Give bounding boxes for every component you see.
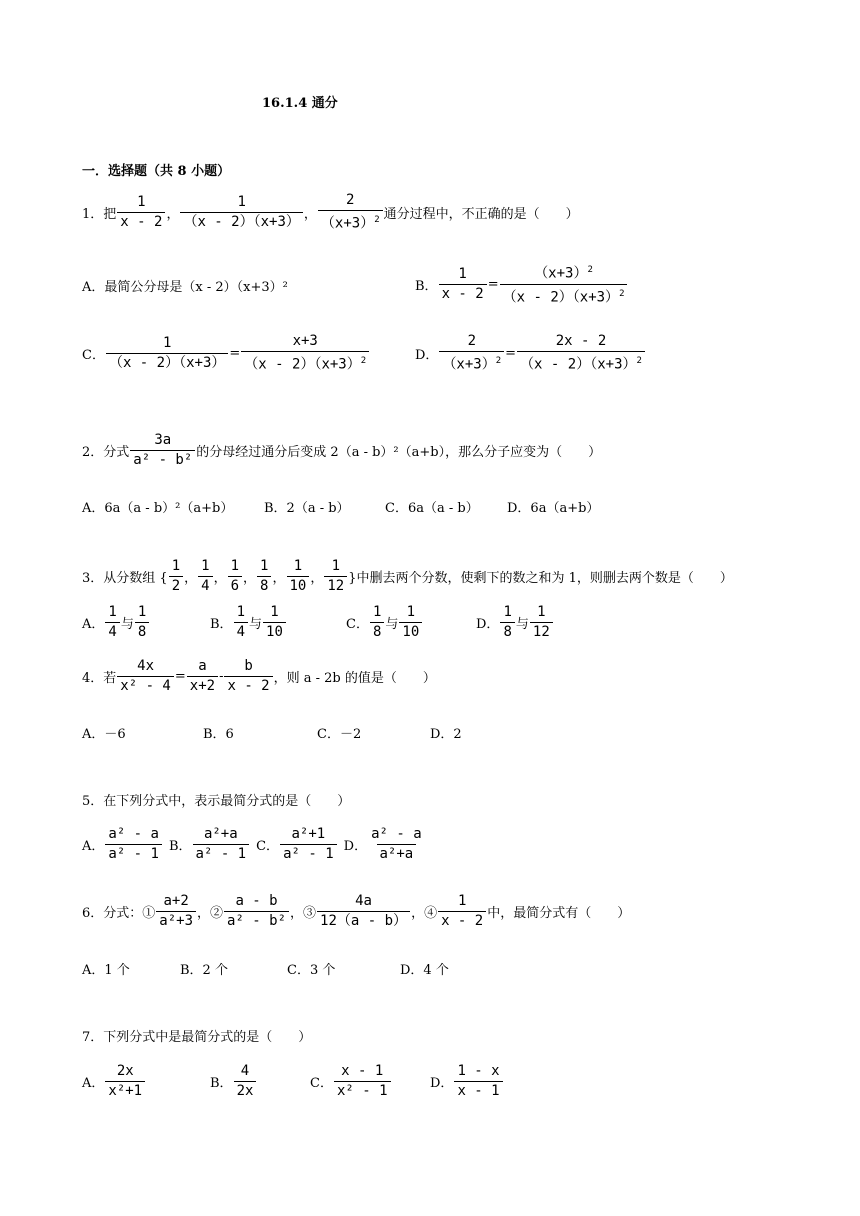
denominator: 10 [287, 576, 310, 595]
option-label: D． [430, 1076, 454, 1091]
denominator: 8 [135, 622, 149, 641]
denominator: 4 [198, 576, 212, 595]
q3-number: 3．从分数组 { [82, 571, 168, 586]
q1-option-d: D． $\frac{2}{(x+3)^2}$ = $\frac{2x - 2}{(x - 2)(x+3)^2}$ [415, 333, 646, 374]
numerator: x+3 [292, 333, 318, 349]
section-heading: 一．选择题（共 8 小题） [82, 164, 231, 179]
numerator: 1 - x [457, 1063, 500, 1079]
option-label: B． [415, 278, 438, 294]
option-label: C． [82, 347, 105, 363]
denominator: a² - b² [224, 911, 289, 930]
denominator: （x - 2）（x+3） [244, 356, 361, 373]
denominator: 2x [234, 1081, 257, 1100]
denominator: 12（a - b） [317, 911, 410, 930]
conjunction: 与 [515, 617, 529, 632]
option-label: C． [346, 617, 369, 632]
denominator: 8 [257, 576, 271, 595]
q7-option-c [310, 1063, 392, 1100]
q6-option-d: D．4 个 [400, 963, 449, 978]
separator: ，② [197, 906, 224, 921]
exponent: 2 [636, 356, 642, 366]
q7-option-b [210, 1063, 257, 1100]
numerator: a² - a [371, 826, 422, 842]
q6-stem-tail: 中，最简分式有（ ） [487, 906, 631, 921]
numerator: 1 [108, 604, 117, 620]
option-label: A． [82, 1076, 105, 1091]
denominator: 10 [399, 622, 422, 641]
q2-stem-tail: 的分母经过通分后变成 2（a - b）²（a+b），那么分子应变为（ ） [196, 445, 602, 460]
denominator: 8 [500, 622, 514, 641]
denominator: a²+a [377, 844, 417, 863]
numerator: 4 [240, 1063, 250, 1079]
numerator: 3a [154, 432, 172, 448]
exponent: 2 [374, 215, 380, 225]
page-title: 16.1.4 通分 [262, 96, 338, 111]
numerator: 1 [137, 193, 146, 210]
denominator: a² - b² [130, 450, 195, 469]
denominator: x²+1 [105, 1081, 145, 1100]
denominator: 4 [234, 622, 248, 641]
question-1: 1．把 $\frac{1}{x - 2}$ ， $\frac{1}{(x - 2)(x+3)}$ ， $\frac{2}{(x+3)^2}$ 通分过程中，不正确的是（ ） [82, 192, 579, 232]
q1-number: 1．把 [82, 206, 117, 222]
numerator: 1 [293, 558, 303, 574]
denominator: 10 [263, 622, 286, 641]
option-label: C． [256, 839, 280, 854]
exponent: 2 [619, 288, 625, 299]
numerator: 1 [230, 558, 240, 574]
q7-option-a [82, 1063, 146, 1100]
denominator: 12 [530, 622, 553, 641]
q2-number: 2．分式 [82, 445, 130, 460]
q4-option-d: D．2 [430, 727, 462, 742]
option-label: B． [168, 839, 192, 854]
numerator: 4x [137, 658, 154, 674]
numerator: b [244, 658, 253, 674]
denominator: 6 [228, 576, 242, 595]
denominator: a²+3 [156, 911, 196, 930]
question-3: 3．从分数组 { $\frac{1}{2}$ ， $\frac{1}{4}$ ， $\frac{1}{6}$ ， $\frac{1}{8}$ ， $\frac{1}{10}$ ， $\frac{1}{12}$ }中删去两个分数，使剩下的数之和为 1，则删去两个数是（ ） [82, 558, 733, 594]
numerator: 1 [457, 893, 467, 909]
q1-option-a: A．最简公分母是（x - 2）（x+3）² [82, 280, 288, 295]
numerator: 1 [331, 558, 341, 574]
q4-number: 4．若 [82, 671, 117, 686]
denominator: x - 2 [117, 212, 165, 231]
denominator: x² - 1 [334, 1081, 391, 1100]
numerator: 2x - 2 [555, 333, 607, 349]
denominator: x - 2 [438, 911, 486, 930]
numerator: 1 [372, 604, 382, 620]
numerator: 1 [503, 604, 512, 620]
separator: ，③ [290, 906, 317, 921]
denominator: （x+3） [320, 215, 375, 232]
question-7: 7．下列分式中是最简分式的是（ ） [82, 1030, 312, 1045]
conjunction: 与 [385, 617, 399, 632]
numerator: a+2 [163, 893, 189, 909]
denominator: a² - 1 [193, 844, 250, 863]
denominator: a² - 1 [280, 844, 337, 863]
numerator: a² - a [108, 826, 159, 842]
q4-option-b: B．6 [203, 727, 234, 742]
denominator: 4 [105, 622, 119, 641]
numerator: 2 [467, 333, 477, 349]
option-label: B． [210, 617, 233, 632]
denominator: x+2 [187, 676, 218, 695]
denominator: 2 [169, 576, 183, 595]
q1-fraction-3 [318, 192, 383, 233]
q2-option-b: B．2（a - b） [264, 501, 350, 516]
option-label: D． [415, 347, 439, 363]
q7-option-d [430, 1063, 504, 1100]
option-label: A． [82, 839, 105, 854]
numerator: 1 [537, 604, 546, 620]
option-label: D． [343, 839, 368, 854]
q2-option-a: A．6a（a - b）²（a+b） [82, 501, 234, 516]
q3-option-d [476, 604, 554, 641]
denominator: （x+3） [442, 356, 496, 373]
numerator: 1 [270, 604, 279, 620]
option-label: D． [476, 617, 500, 632]
q6-option-c: C．3 个 [287, 963, 336, 978]
q1-fraction-2 [180, 194, 302, 231]
numerator: 2 [346, 192, 355, 208]
q1-stem-tail: 通分过程中，不正确的是（ ） [383, 206, 579, 222]
denominator: x² - 4 [117, 676, 174, 695]
numerator: 1 [260, 558, 269, 574]
numerator: 1 [201, 558, 210, 574]
q2-option-d: D．6a（a+b） [507, 501, 600, 516]
exponent: 2 [587, 265, 593, 275]
numerator: a - b [235, 893, 278, 909]
numerator: 1 [406, 604, 416, 620]
numerator: （x+3） [534, 265, 588, 282]
denominator: （x - 2）（x+3） [502, 289, 620, 306]
numerator: a [198, 658, 207, 674]
option-label: A． [82, 617, 105, 632]
denominator: （x - 2）（x+3） [106, 353, 228, 372]
numerator: 2x [116, 1063, 134, 1079]
denominator: x - 2 [224, 676, 272, 695]
denominator: x - 1 [454, 1081, 502, 1100]
q3-option-a [82, 604, 150, 641]
numerator: 4a [355, 893, 372, 909]
question-5: 5．在下列分式中，表示最简分式的是（ ） [82, 794, 351, 809]
q3-option-b [210, 604, 287, 641]
question-6 [82, 893, 630, 930]
q5-options [82, 826, 426, 863]
numerator: 1 [162, 334, 172, 351]
q4-option-a: A．－6 [82, 727, 126, 742]
separator: ，④ [411, 906, 438, 921]
conjunction: 与 [249, 617, 263, 632]
denominator: （x - 2）（x+3） [520, 356, 637, 373]
option-label: C． [310, 1076, 333, 1091]
question-2 [82, 432, 601, 469]
numerator: 1 [236, 604, 245, 620]
q4-stem-tail: ，则 a - 2b 的值是（ ） [273, 671, 436, 686]
exponent: 2 [360, 356, 367, 366]
numerator: 1 [171, 558, 181, 574]
denominator: x - 2 [439, 284, 487, 303]
q6-number: 6．分式：① [82, 906, 156, 921]
denominator: a² - 1 [105, 844, 162, 863]
q3-stem-tail: }中删去两个分数，使剩下的数之和为 1，则删去两个数是（ ） [348, 571, 733, 586]
numerator: a²+a [203, 826, 238, 842]
conjunction: 与 [120, 617, 134, 632]
option-label: B． [210, 1076, 233, 1091]
q2-option-c: C．6a（a - b） [385, 501, 479, 516]
numerator: a²+1 [291, 826, 326, 842]
denominator: 8 [370, 622, 384, 641]
numerator: 1 [237, 193, 246, 210]
q1-option-c: C． $\frac{1}{(x - 2)(x+3)}$ = $\frac{x+3}{(x - 2)(x+3)^2}$ [82, 333, 370, 374]
numerator: 1 [458, 265, 467, 282]
q1-fraction-1 [117, 194, 165, 231]
question-4: 4．若 $\frac{4x}{\text{x² - 4}}$ = $\frac{a}{x+2}$ - $\frac{b}{x - 2}$ ，则 a - 2b 的值是（ ） [82, 658, 436, 694]
denominator: （x - 2）（x+3） [180, 212, 302, 231]
q1-option-b: B． $\frac{1}{x - 2}$ = $\frac{(x+3)^2}{(x - 2)(x+3)^2}$ [415, 262, 628, 306]
denominator: 12 [324, 576, 347, 595]
numerator: x - 1 [341, 1063, 384, 1079]
q4-option-c: C．－2 [317, 727, 362, 742]
q6-option-a: A．1 个 [82, 963, 130, 978]
q3-option-c [346, 604, 423, 641]
exponent: 2 [495, 356, 502, 366]
q6-option-b: B．2 个 [180, 963, 228, 978]
numerator: 1 [137, 604, 147, 620]
